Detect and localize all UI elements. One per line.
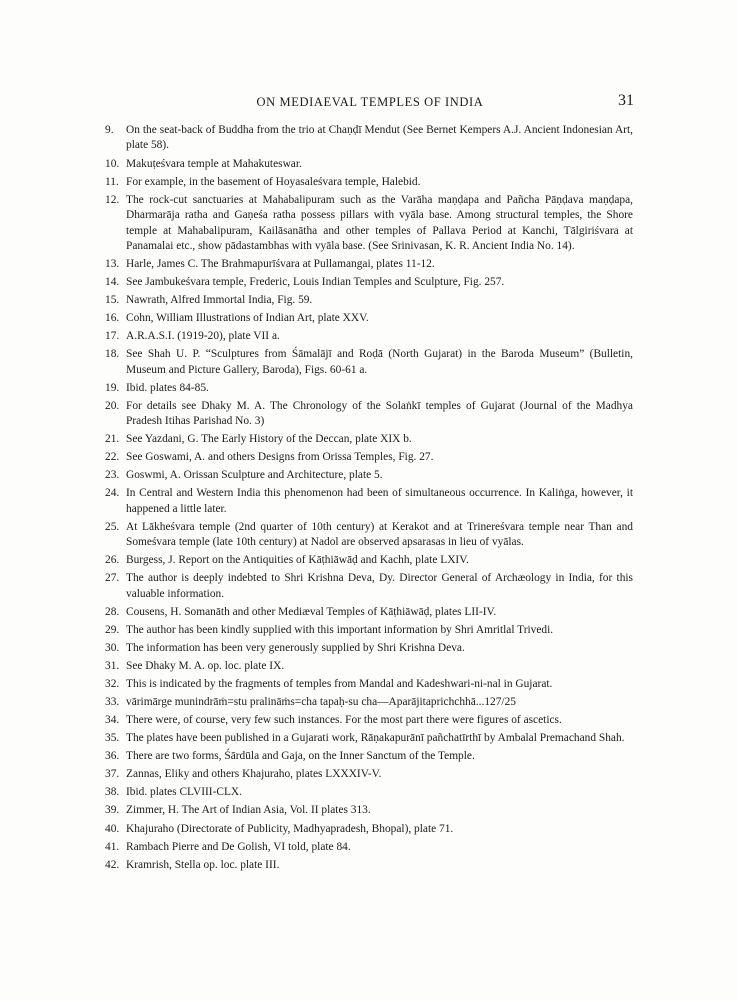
endnote-number: 20. xyxy=(105,399,120,412)
endnote-number: 31. xyxy=(105,660,120,673)
endnote-number: 38. xyxy=(105,786,120,799)
endnote-text: On the seat-back of Buddha from the trio at Chaṇḍī Mendut (See Bernet Kempers A.J. Ancient Indonesian Art, plate 58). xyxy=(126,124,633,152)
endnote xyxy=(105,659,633,674)
endnote xyxy=(105,468,633,483)
endnote-text: Nawrath, Alfred Immortal India, Fig. 59. xyxy=(126,294,313,307)
endnote-text: For example, in the basement of Hoyasaleśvara temple, Halebid. xyxy=(126,175,421,188)
endnote-text: Zannas, Eliky and others Khajuraho, plates LXXXIV-V. xyxy=(126,768,382,781)
endnote-number: 9. xyxy=(105,124,114,136)
endnote-number: 16. xyxy=(105,312,120,325)
endnote-text: See Jambukeśvara temple, Frederic, Louis Indian Temples and Sculpture, Fig. 257. xyxy=(126,276,505,289)
endnote-text: In Central and Western India this phenomenon had been of simultaneous occurrence. In Kaliṅga, however, it happened a little later. xyxy=(126,487,633,515)
endnote-text: Makuṭeśvara temple at Mahakuteswar. xyxy=(126,157,302,170)
endnote-text: Zimmer, H. The Art of Indian Asia, Vol. II plates 313. xyxy=(126,804,371,817)
endnote xyxy=(105,803,633,818)
endnote xyxy=(105,840,633,855)
endnote-number: 14. xyxy=(105,276,120,289)
endnote-number: 24. xyxy=(105,487,120,500)
endnote xyxy=(105,399,633,430)
endnote xyxy=(105,571,633,602)
endnote-text: Ibid. plates CLVIII-CLX. xyxy=(126,786,242,799)
endnote-number: 33. xyxy=(105,696,120,709)
endnote-text: Goswmi, A. Orissan Sculpture and Architecture, plate 5. xyxy=(126,469,383,482)
endnote-text: See Yazdani, G. The Early History of the Deccan, plate XIX b. xyxy=(126,433,412,446)
endnote xyxy=(105,293,633,308)
endnote xyxy=(105,749,633,764)
endnote xyxy=(105,623,633,638)
endnote-number: 17. xyxy=(105,330,120,343)
endnote-text: The information has been very generously supplied by Shri Krishna Deva. xyxy=(126,642,465,655)
page-header xyxy=(0,92,737,114)
endnote xyxy=(105,641,633,656)
endnote xyxy=(105,193,633,255)
endnote xyxy=(105,347,633,378)
endnote-number: 29. xyxy=(105,624,120,637)
endnote-text: The author is deeply indebted to Shri Krishna Deva, Dy. Director General of Archæology in India, for this valuable information. xyxy=(126,572,633,600)
endnote-number: 34. xyxy=(105,714,120,727)
endnote-number: 30. xyxy=(105,642,120,655)
endnote-text: vārimārge munindrāṁ=stu pralināṁs=cha tapaḥ-su cha—Aparājitaprichchhā...127/25 xyxy=(126,696,516,709)
endnote-number: 13. xyxy=(105,258,120,270)
endnote-number: 23. xyxy=(105,469,120,482)
endnote-number: 12. xyxy=(105,193,120,206)
endnote-text: A.R.A.S.I. (1919-20), plate VII a. xyxy=(126,330,280,343)
endnote xyxy=(105,858,633,873)
endnote xyxy=(105,157,633,172)
endnote-text: Ibid. plates 84-85. xyxy=(126,381,209,394)
endnote-text: This is indicated by the fragments of temples from Mandal and Kadeshwari-ni-nal in Gujarat. xyxy=(126,678,553,691)
endnote xyxy=(105,450,633,465)
endnote xyxy=(105,731,633,746)
endnote-number: 15. xyxy=(105,294,120,307)
endnote xyxy=(105,311,633,326)
endnote-text: Rambach Pierre and De Golish, VI told, plate 84. xyxy=(126,840,351,853)
endnote xyxy=(105,695,633,710)
endnote-number: 28. xyxy=(105,605,120,618)
endnote-number: 21. xyxy=(105,433,120,446)
endnote xyxy=(105,677,633,692)
endnote-number: 39. xyxy=(105,804,120,817)
endnote xyxy=(105,175,633,190)
endnote-text: The plates have been published in a Gujarati work, Rāṇakapurānī pañchatīrthī by Ambalal Premachand Shah. xyxy=(126,732,625,745)
endnote-number: 42. xyxy=(105,858,120,871)
endnote-number: 22. xyxy=(105,451,120,464)
endnote xyxy=(105,329,633,344)
endnote-number: 32. xyxy=(105,678,120,691)
endnote-number: 41. xyxy=(105,840,120,853)
running-title: ON MEDIAEVAL TEMPLES OF INDIA xyxy=(256,95,484,109)
endnote-text: For details see Dhaky M. A. The Chronology of the Solaṅkī temples of Gujarat (Journal of the Madhya Pradesh Itihas Parishad No. 3) xyxy=(126,399,633,428)
endnote xyxy=(105,381,633,396)
endnote-text: There were, of course, very few such instances. For the most part there were figures of ascetics. xyxy=(126,714,562,727)
endnote xyxy=(105,553,633,568)
endnote-text: Burgess, J. Report on the Antiquities of Kāṭhiāwāḍ and Kachh, plate LXIV. xyxy=(126,554,469,567)
endnote xyxy=(105,486,633,517)
endnote-number: 35. xyxy=(105,732,120,745)
endnote-text: See Goswami, A. and others Designs from Orissa Temples, Fig. 27. xyxy=(126,451,434,464)
endnote-text: There are two forms, Śārdūla and Gaja, on the Inner Sanctum of the Temple. xyxy=(126,750,475,763)
endnote-text: Khajuraho (Directorate of Publicity, Madhyapradesh, Bhopal), plate 71. xyxy=(126,822,454,835)
endnote-number: 27. xyxy=(105,572,120,585)
endnote-text: At Lākheśvara temple (2nd quarter of 10th century) at Kerakot and at Trinereśvara temple near Than and Someśvara temple (late 10th century) at Nadol are observed apsarasas in lieu of vyālas. xyxy=(126,520,633,549)
endnote-number: 18. xyxy=(105,348,120,361)
endnote xyxy=(105,713,633,728)
endnotes-list xyxy=(105,123,633,876)
endnote xyxy=(105,123,633,154)
endnote-number: 37. xyxy=(105,768,120,781)
endnote xyxy=(105,432,633,447)
endnote-number: 25. xyxy=(105,520,120,533)
endnote xyxy=(105,275,633,290)
endnote-text: See Shah U. P. “Sculptures from Śāmalājī and Roḍā (North Gujarat) in the Baroda Museum” (Bulletin, Museum and Picture Gallery, Baroda), Figs. 60-61 a. xyxy=(126,348,633,376)
endnote xyxy=(105,822,633,837)
endnote xyxy=(105,605,633,620)
endnote-number: 26. xyxy=(105,554,120,567)
endnote xyxy=(105,767,633,782)
endnote-text: Cohn, William Illustrations of Indian Art, plate XXV. xyxy=(126,312,369,325)
endnote-text: The author has been kindly supplied with this important information by Shri Amritlal Trivedi. xyxy=(126,624,554,637)
endnote-number: 10. xyxy=(105,157,120,170)
endnote-text: Cousens, H. Somanāth and other Mediæval Temples of Kāṭhiāwāḍ, plates LII-IV. xyxy=(126,605,497,618)
page-number: 31 xyxy=(618,92,634,109)
endnote-number: 11. xyxy=(105,175,119,188)
endnote-text: Kramrish, Stella op. loc. plate III. xyxy=(126,858,280,871)
endnote-number: 40. xyxy=(105,822,120,835)
endnote xyxy=(105,785,633,800)
endnote-text: Harle, James C. The Brahmapurīśvara at Pullamangai, plates 11-12. xyxy=(126,258,435,270)
endnote-text: See Dhaky M. A. op. loc. plate IX. xyxy=(126,660,285,673)
endnote xyxy=(105,257,633,272)
endnote-number: 36. xyxy=(105,750,120,763)
endnote xyxy=(105,520,633,551)
endnote-number: 19. xyxy=(105,381,120,394)
endnote-text: The rock-cut sanctuaries at Mahabalipuram such as the Varāha maṇḍapa and Pañcha Pāṇḍava maṇḍapa, Dharmarāja ratha and Gaṇeśa ratha possess pillars with vyāla base. Among structural temples, the Shore temple at Mahabalipuram, Kailāsanātha and other temples of Pallava Period at Kanchi, Tālgiriśvara at Panamalai etc., show pādastambhas with vyāla base. (See Srinivasan, K. R. Ancient India No. 14). xyxy=(126,193,633,252)
